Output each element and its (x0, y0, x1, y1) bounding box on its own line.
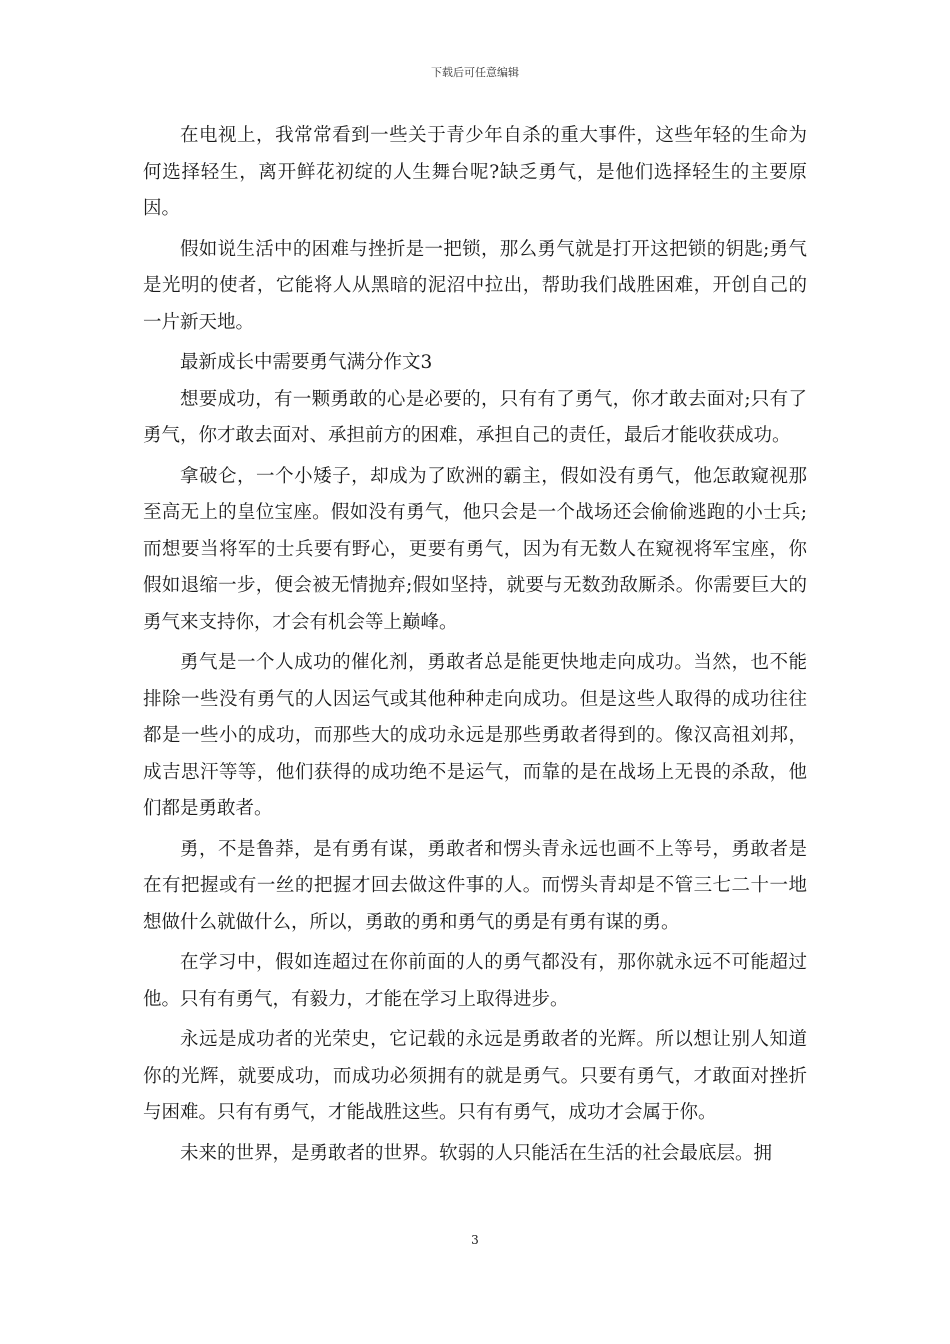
section-title: 最新成长中需要勇气满分作文3 (180, 352, 433, 373)
paragraph: 在电视上，我常常看到一些关于青少年自杀的重大事件，这些年轻的生命为何选择轻生，离开鲜花初绽的人生舞台呢?缺乏勇气，是他们选择轻生的主要原因。 (143, 125, 807, 219)
page-header: 下载后可任意编辑 (431, 66, 519, 79)
paragraph: 在学习中，假如连超过在你前面的人的勇气都没有，那你就永远不可能超过他。只有有勇气，有毅力，才能在学习上取得进步。 (143, 952, 807, 1010)
paragraph: 勇，不是鲁莽，是有勇有谋，勇敢者和愣头青永远也画不上等号，勇敢者是在有把握或有一丝的把握才回去做这件事的人。而愣头青却是不管三七二十一地想做什么就做什么，所以，勇敢的勇和勇气的勇是有勇有谋的勇。 (143, 838, 807, 933)
paragraph: 想要成功，有一颗勇敢的心是必要的，只有有了勇气，你才敢去面对;只有了勇气，你才敢去面对、承担前方的困难，承担自己的责任，最后才能收获成功。 (143, 388, 807, 446)
paragraph: 勇气是一个人成功的催化剂，勇敢者总是能更快地走向成功。当然，也不能排除一些没有勇气的人因运气或其他种种走向成功。但是这些人取得的成功往往都是一些小的成功，而那些大的成功永远是那些勇敢者得到的。像汉高祖刘邦，成吉思汗等等，他们获得的成功绝不是运气，而靠的是在战场上无畏的杀敌，他们都是勇敢者。 (143, 652, 807, 819)
paragraph: 拿破仑，一个小矮子，却成为了欧洲的霸主，假如没有勇气，他怎敢窥视那至高无上的皇位宝座。假如没有勇气，他只会是一个战场还会偷偷逃跑的小士兵;而想要当将军的士兵要有野心，更要有勇气，因为有无数人在窥视将军宝座，你假如退缩一步，便会被无情抛弃;假如坚持，就要与无数劲敌厮杀。你需要巨大的勇气来支持你，才会有机会等上巅峰。 (143, 465, 807, 633)
paragraph: 永远是成功者的光荣史，它记载的永远是勇敢者的光辉。所以想让别人知道你的光辉，就要成功，而成功必须拥有的就是勇气。只要有勇气，才敢面对挫折与困难。只有有勇气，才能战胜这些。只有有勇气，成功才会属于你。 (143, 1029, 807, 1123)
page-number: 3 (471, 1233, 479, 1247)
document-body (143, 118, 807, 1172)
paragraph: 未来的世界，是勇敢者的世界。软弱的人只能活在生活的社会最底层。拥 (180, 1142, 773, 1164)
paragraph: 假如说生活中的困难与挫折是一把锁，那么勇气就是打开这把锁的钥匙;勇气是光明的使者，它能将人从黑暗的泥沼中拉出，帮助我们战胜困难，开创自己的一片新天地。 (143, 238, 807, 333)
